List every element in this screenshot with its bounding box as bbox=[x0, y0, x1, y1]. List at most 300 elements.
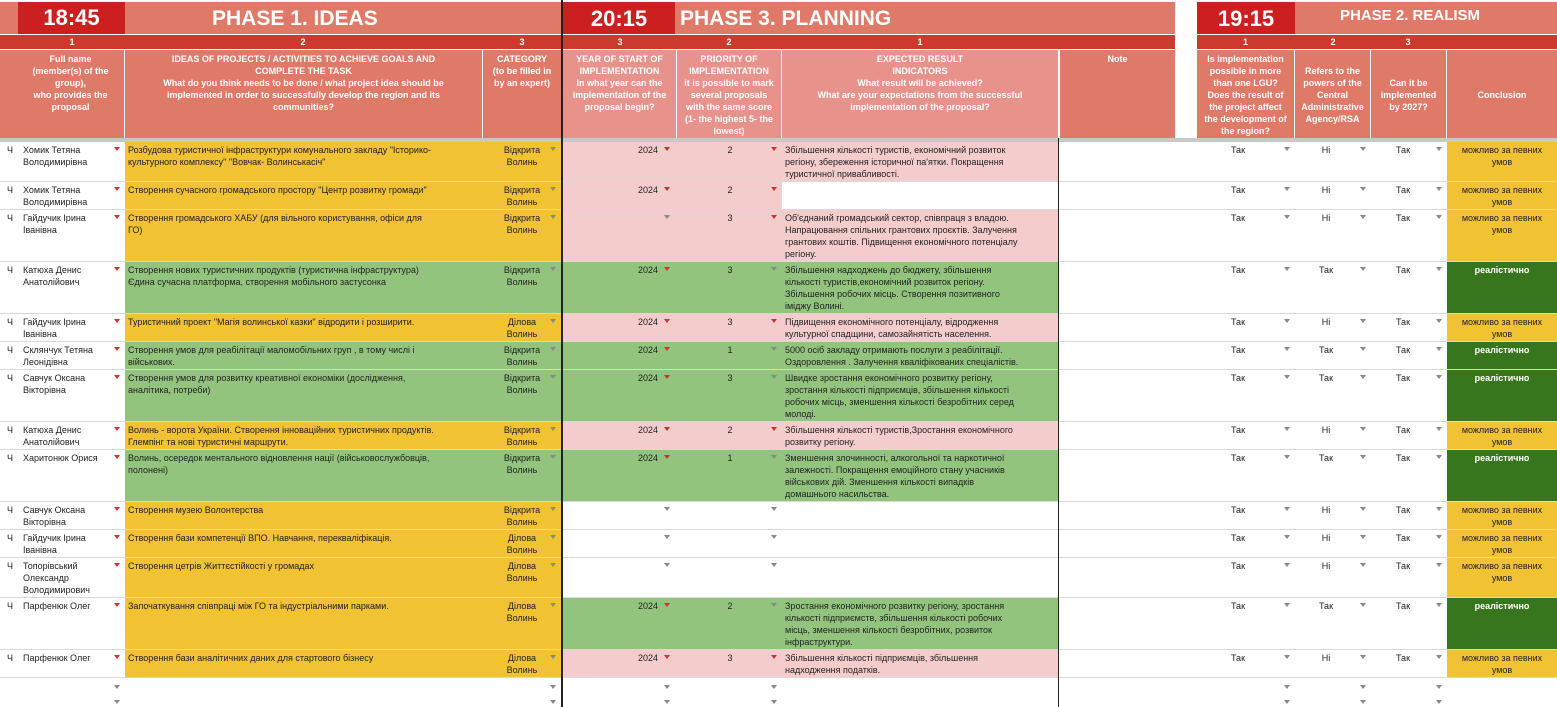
priority-cell[interactable]: 1 bbox=[678, 450, 782, 502]
result-cell[interactable]: Зменшення злочинності, алкогольної та наркотичної залежності. Покращення емоційного стану учасників військових дій. Зменшення кількості випадків домашнього насильства. bbox=[782, 450, 1058, 502]
q2-cell[interactable]: Ні bbox=[1296, 558, 1356, 598]
member-dropdown-arrow[interactable] bbox=[114, 655, 120, 659]
q1-cell[interactable]: Так bbox=[1197, 210, 1279, 262]
year-dropdown-arrow[interactable] bbox=[664, 147, 670, 151]
year-dropdown-arrow[interactable] bbox=[664, 319, 670, 323]
q3-dropdown-arrow[interactable] bbox=[1436, 375, 1442, 379]
q1-cell[interactable]: Так bbox=[1197, 182, 1279, 210]
category-dropdown-arrow[interactable] bbox=[550, 563, 556, 567]
empty-row-dropdown-arrow[interactable] bbox=[1284, 685, 1290, 689]
year-cell[interactable]: 2024 bbox=[563, 650, 678, 678]
year-cell[interactable]: 2024 bbox=[563, 314, 678, 342]
member-dropdown-arrow[interactable] bbox=[114, 319, 120, 323]
colnum-result: 1 bbox=[917, 37, 923, 47]
row-gridline bbox=[0, 677, 1557, 678]
row-prefix: Ч bbox=[0, 182, 20, 210]
empty-row-dropdown-arrow[interactable] bbox=[550, 685, 556, 689]
colnum-name: 1 bbox=[69, 37, 75, 47]
q3-dropdown-arrow[interactable] bbox=[1436, 655, 1442, 659]
member-dropdown-arrow[interactable] bbox=[114, 215, 120, 219]
priority-cell[interactable]: 2 bbox=[678, 142, 782, 182]
member-dropdown-arrow[interactable] bbox=[114, 147, 120, 151]
category-dropdown-arrow[interactable] bbox=[550, 455, 556, 459]
member-name-cell[interactable]: Гайдучик Ірина Іванівна bbox=[20, 530, 125, 558]
q2-dropdown-arrow[interactable] bbox=[1360, 187, 1366, 191]
member-name-cell[interactable]: Склянчук Тетяна Леонідівна bbox=[20, 342, 125, 370]
section-gap bbox=[1176, 0, 1196, 138]
priority-dropdown-arrow[interactable] bbox=[771, 215, 777, 219]
q2-dropdown-arrow[interactable] bbox=[1360, 319, 1366, 323]
q2-cell[interactable]: Ні bbox=[1296, 142, 1356, 182]
q2-cell[interactable]: Ні bbox=[1296, 530, 1356, 558]
header-q1: Is implementation possible in more than one LGU? Does the result of the project affect the development of the region? bbox=[1197, 50, 1294, 138]
category-dropdown-arrow[interactable] bbox=[550, 535, 556, 539]
year-dropdown-arrow[interactable] bbox=[664, 347, 670, 351]
q3-cell[interactable]: Так bbox=[1370, 182, 1436, 210]
conclusion-cell: можливо за певних умов bbox=[1447, 182, 1557, 210]
q1-dropdown-arrow[interactable] bbox=[1284, 319, 1290, 323]
empty-row-dropdown-arrow[interactable] bbox=[1360, 700, 1366, 704]
q1-cell[interactable]: Так bbox=[1197, 650, 1279, 678]
q1-cell[interactable]: Так bbox=[1197, 450, 1279, 502]
q1-dropdown-arrow[interactable] bbox=[1284, 267, 1290, 271]
q3-dropdown-arrow[interactable] bbox=[1436, 347, 1442, 351]
result-cell[interactable]: Збільшення кількості туристів, економічний розвиток регіону, збереження історичної па'ятки. Покращення туристичної привабливості. bbox=[782, 142, 1058, 182]
header-conclusion: Conclusion bbox=[1447, 50, 1557, 138]
q1-dropdown-arrow[interactable] bbox=[1284, 655, 1290, 659]
member-name-cell[interactable]: Савчук Оксана Вікторівна bbox=[20, 370, 125, 422]
q3-cell[interactable]: Так bbox=[1370, 530, 1436, 558]
priority-dropdown-arrow[interactable] bbox=[771, 655, 777, 659]
empty-row-dropdown-arrow[interactable] bbox=[1436, 685, 1442, 689]
member-dropdown-arrow[interactable] bbox=[114, 603, 120, 607]
result-cell[interactable]: Збільшення кількості підприємців, збільшення надходження податків. bbox=[782, 650, 1058, 678]
result-cell[interactable]: Підвищення економічного потенціалу, відродження культурної спадщини, самозайнятість населення. bbox=[782, 314, 1058, 342]
priority-dropdown-arrow[interactable] bbox=[771, 267, 777, 271]
q3-dropdown-arrow[interactable] bbox=[1436, 507, 1442, 511]
row-prefix: Ч bbox=[0, 314, 20, 342]
priority-dropdown-arrow[interactable] bbox=[771, 375, 777, 379]
category-cell[interactable]: Відкрита Волинь bbox=[483, 422, 561, 450]
q2-dropdown-arrow[interactable] bbox=[1360, 655, 1366, 659]
conclusion-cell: можливо за певних умов bbox=[1447, 530, 1557, 558]
header-result: EXPECTED RESULT INDICATORS What result will be achieved? What are your expectations from the successful implementation of the proposal? bbox=[782, 50, 1058, 138]
phase1-timer: 18:45 bbox=[18, 2, 125, 34]
priority-cell[interactable]: 3 bbox=[678, 370, 782, 422]
year-dropdown-arrow[interactable] bbox=[664, 455, 670, 459]
row-prefix: Ч bbox=[0, 342, 20, 370]
member-name-cell[interactable]: Хомик Тетяна Володимирівна bbox=[20, 142, 125, 182]
member-dropdown-arrow[interactable] bbox=[114, 535, 120, 539]
q3-cell[interactable]: Так bbox=[1370, 598, 1436, 650]
colnum-ideas: 2 bbox=[300, 37, 306, 47]
category-cell[interactable]: Ділова Волинь bbox=[483, 530, 561, 558]
q3-cell[interactable]: Так bbox=[1370, 650, 1436, 678]
category-cell[interactable]: Ділова Волинь bbox=[483, 650, 561, 678]
phase2-title: PHASE 2. REALISM bbox=[1340, 7, 1481, 24]
q2-dropdown-arrow[interactable] bbox=[1360, 215, 1366, 219]
category-dropdown-arrow[interactable] bbox=[550, 215, 556, 219]
idea-cell[interactable]: Волинь - ворота України. Створення інноваційних туристичних продуктів. Глемпінг та нові туристичні маршрути. bbox=[125, 422, 483, 450]
idea-cell[interactable]: Створення бази аналітичних даних для стартового бізнесу bbox=[125, 650, 483, 678]
member-name-cell[interactable]: Гайдучик Ірина Іванівна bbox=[20, 314, 125, 342]
priority-dropdown-arrow[interactable] bbox=[771, 507, 777, 511]
q2-dropdown-arrow[interactable] bbox=[1360, 147, 1366, 151]
member-dropdown-arrow[interactable] bbox=[114, 507, 120, 511]
year-dropdown-arrow[interactable] bbox=[664, 267, 670, 271]
category-cell[interactable]: Відкрита Волинь bbox=[483, 502, 561, 530]
row-prefix: Ч bbox=[0, 262, 20, 314]
row-prefix: Ч bbox=[0, 598, 20, 650]
note-cell[interactable] bbox=[1060, 598, 1176, 650]
empty-row-dropdown-arrow[interactable] bbox=[664, 700, 670, 704]
result-cell[interactable]: Збільшення кількості туристів,Зростання економічного розвитку регіону. bbox=[782, 422, 1058, 450]
result-cell[interactable] bbox=[782, 558, 1058, 598]
header-category: CATEGORY (to be filled in by an expert) bbox=[483, 50, 561, 138]
idea-cell[interactable]: Створення музею Волонтерства bbox=[125, 502, 483, 530]
category-dropdown-arrow[interactable] bbox=[550, 347, 556, 351]
q3-dropdown-arrow[interactable] bbox=[1436, 147, 1442, 151]
note-cell[interactable] bbox=[1060, 262, 1176, 314]
q2-cell[interactable]: Так bbox=[1296, 450, 1356, 502]
header-name: Full name (member(s) of the group), who provides the proposal bbox=[0, 50, 124, 138]
year-cell[interactable]: 2024 bbox=[563, 422, 678, 450]
empty-row-dropdown-arrow[interactable] bbox=[1436, 700, 1442, 704]
year-cell[interactable]: 2024 bbox=[563, 598, 678, 650]
q2-cell[interactable]: Ні bbox=[1296, 650, 1356, 678]
category-dropdown-arrow[interactable] bbox=[550, 603, 556, 607]
q3-cell[interactable]: Так bbox=[1370, 502, 1436, 530]
q2-dropdown-arrow[interactable] bbox=[1360, 267, 1366, 271]
row-prefix: Ч bbox=[0, 450, 20, 502]
q1-dropdown-arrow[interactable] bbox=[1284, 563, 1290, 567]
row-prefix: Ч bbox=[0, 502, 20, 530]
member-name-cell[interactable]: Хомик Тетяна Володимирівна bbox=[20, 182, 125, 210]
category-cell[interactable]: Відкрита Волинь bbox=[483, 142, 561, 182]
q2-cell[interactable]: Так bbox=[1296, 370, 1356, 422]
note-cell[interactable] bbox=[1060, 210, 1176, 262]
member-name-cell[interactable]: Гайдучик Ірина Іванівна bbox=[20, 210, 125, 262]
priority-dropdown-arrow[interactable] bbox=[771, 187, 777, 191]
year-cell[interactable] bbox=[563, 502, 678, 530]
q3-dropdown-arrow[interactable] bbox=[1436, 319, 1442, 323]
q3-dropdown-arrow[interactable] bbox=[1436, 187, 1442, 191]
colnum-year: 3 bbox=[617, 37, 623, 47]
empty-row-dropdown-arrow[interactable] bbox=[664, 685, 670, 689]
empty-row-dropdown-arrow[interactable] bbox=[114, 685, 120, 689]
note-cell[interactable] bbox=[1060, 558, 1176, 598]
priority-cell[interactable]: 3 bbox=[678, 210, 782, 262]
member-name-cell[interactable]: Катюха Денис Анатолійович bbox=[20, 262, 125, 314]
q1-cell[interactable]: Так bbox=[1197, 598, 1279, 650]
idea-cell[interactable]: Створення нових туристичних продуктів (туристична інфраструктура) Єдина сучасна платформа, створення мобільного застусонка bbox=[125, 262, 483, 314]
q2-cell[interactable]: Ні bbox=[1296, 210, 1356, 262]
idea-cell[interactable]: Волинь, осередок ментального відновлення нації (військовослужбовців, полонені) bbox=[125, 450, 483, 502]
q1-cell[interactable]: Так bbox=[1197, 342, 1279, 370]
result-cell[interactable]: Збільшення надходжень до бюджету, збільшення кількості туристів,економічний розвиток регіону. Збільшення робочих місць. Створення позитивного іміджу Волині. bbox=[782, 262, 1058, 314]
category-dropdown-arrow[interactable] bbox=[550, 319, 556, 323]
note-cell[interactable] bbox=[1060, 422, 1176, 450]
q2-cell[interactable]: Ні bbox=[1296, 182, 1356, 210]
q3-dropdown-arrow[interactable] bbox=[1436, 427, 1442, 431]
q3-cell[interactable]: Так bbox=[1370, 314, 1436, 342]
year-cell[interactable]: 2024 bbox=[563, 342, 678, 370]
section-divider-2 bbox=[1058, 138, 1059, 707]
member-dropdown-arrow[interactable] bbox=[114, 187, 120, 191]
row-prefix: Ч bbox=[0, 558, 20, 598]
empty-row-dropdown-arrow[interactable] bbox=[771, 685, 777, 689]
q3-cell[interactable]: Так bbox=[1370, 142, 1436, 182]
priority-cell[interactable] bbox=[678, 502, 782, 530]
year-dropdown-arrow[interactable] bbox=[664, 535, 670, 539]
category-dropdown-arrow[interactable] bbox=[550, 187, 556, 191]
q2-dropdown-arrow[interactable] bbox=[1360, 603, 1366, 607]
empty-row-dropdown-arrow[interactable] bbox=[1284, 700, 1290, 704]
q2-cell[interactable]: Так bbox=[1296, 598, 1356, 650]
priority-cell[interactable]: 1 bbox=[678, 342, 782, 370]
year-dropdown-arrow[interactable] bbox=[664, 603, 670, 607]
note-cell[interactable] bbox=[1060, 342, 1176, 370]
header-q2: Refers to the powers of the Central Administrative Agency/RSA bbox=[1295, 50, 1370, 138]
year-cell[interactable] bbox=[563, 530, 678, 558]
conclusion-cell: можливо за певних умов bbox=[1447, 314, 1557, 342]
note-cell[interactable] bbox=[1060, 502, 1176, 530]
year-cell[interactable] bbox=[563, 210, 678, 262]
q2-cell[interactable]: Ні bbox=[1296, 314, 1356, 342]
member-dropdown-arrow[interactable] bbox=[114, 427, 120, 431]
row-prefix: Ч bbox=[0, 650, 20, 678]
year-cell[interactable]: 2024 bbox=[563, 182, 678, 210]
member-name-cell[interactable]: Савчук Оксана Вікторівна bbox=[20, 502, 125, 530]
q3-cell[interactable]: Так bbox=[1370, 422, 1436, 450]
note-cell[interactable] bbox=[1060, 142, 1176, 182]
q1-cell[interactable]: Так bbox=[1197, 262, 1279, 314]
q2-cell[interactable]: Так bbox=[1296, 342, 1356, 370]
member-name-cell[interactable]: Катюха Денис Анатолійович bbox=[20, 422, 125, 450]
row-prefix: Ч bbox=[0, 422, 20, 450]
q1-cell[interactable]: Так bbox=[1197, 370, 1279, 422]
row-prefix: Ч bbox=[0, 210, 20, 262]
q3-dropdown-arrow[interactable] bbox=[1436, 535, 1442, 539]
member-dropdown-arrow[interactable] bbox=[114, 563, 120, 567]
q1-dropdown-arrow[interactable] bbox=[1284, 375, 1290, 379]
conclusion-cell: реалістично bbox=[1447, 342, 1557, 370]
note-cell[interactable] bbox=[1060, 530, 1176, 558]
priority-dropdown-arrow[interactable] bbox=[771, 535, 777, 539]
member-name-cell[interactable]: Топорівський Олександр Володимирович bbox=[20, 558, 125, 598]
priority-dropdown-arrow[interactable] bbox=[771, 319, 777, 323]
result-cell[interactable]: Об'єднаний громадський сектор, співпраця з владою. Напрацювання спільних грантових проєктів. Залучення грантових коштів. Підвищення економічного потенціалу регіону. bbox=[782, 210, 1058, 262]
priority-dropdown-arrow[interactable] bbox=[771, 455, 777, 459]
q2-cell[interactable]: Ні bbox=[1296, 422, 1356, 450]
category-dropdown-arrow[interactable] bbox=[550, 375, 556, 379]
phase1-title: PHASE 1. IDEAS bbox=[212, 7, 378, 30]
priority-dropdown-arrow[interactable] bbox=[771, 147, 777, 151]
category-dropdown-arrow[interactable] bbox=[550, 267, 556, 271]
phase3-timer: 20:15 bbox=[563, 2, 675, 34]
member-name-cell[interactable]: Харитонюк Орися bbox=[20, 450, 125, 502]
q3-cell[interactable]: Так bbox=[1370, 342, 1436, 370]
q2-dropdown-arrow[interactable] bbox=[1360, 507, 1366, 511]
q3-dropdown-arrow[interactable] bbox=[1436, 455, 1442, 459]
q3-dropdown-arrow[interactable] bbox=[1436, 215, 1442, 219]
category-cell[interactable]: Відкрита Волинь bbox=[483, 342, 561, 370]
conclusion-cell: реалістично bbox=[1447, 370, 1557, 422]
category-cell[interactable]: Відкрита Волинь bbox=[483, 182, 561, 210]
header-priority: PRIORITY OF IMPLEMENTATION it is possible to mark several proposals with the same score (1- the highest 5- the lowest) bbox=[677, 50, 781, 138]
category-cell[interactable]: Ділова Волинь bbox=[483, 314, 561, 342]
q1-dropdown-arrow[interactable] bbox=[1284, 427, 1290, 431]
conclusion-cell: можливо за певних умов bbox=[1447, 502, 1557, 530]
empty-row-dropdown-arrow[interactable] bbox=[550, 700, 556, 704]
year-cell[interactable]: 2024 bbox=[563, 142, 678, 182]
year-cell[interactable]: 2024 bbox=[563, 450, 678, 502]
q2-cell[interactable]: Так bbox=[1296, 262, 1356, 314]
note-cell[interactable] bbox=[1060, 450, 1176, 502]
priority-dropdown-arrow[interactable] bbox=[771, 603, 777, 607]
member-name-cell[interactable]: Парфенюк Олег bbox=[20, 598, 125, 650]
q2-dropdown-arrow[interactable] bbox=[1360, 347, 1366, 351]
category-dropdown-arrow[interactable] bbox=[550, 147, 556, 151]
q1-cell[interactable]: Так bbox=[1197, 422, 1279, 450]
priority-cell[interactable]: 2 bbox=[678, 182, 782, 210]
conclusion-cell: можливо за певних умов bbox=[1447, 558, 1557, 598]
idea-cell[interactable]: Створення бази компетенції ВПО. Навчання, перекваліфікація. bbox=[125, 530, 483, 558]
member-dropdown-arrow[interactable] bbox=[114, 455, 120, 459]
conclusion-cell: реалістично bbox=[1447, 450, 1557, 502]
q3-cell[interactable]: Так bbox=[1370, 370, 1436, 422]
category-cell[interactable]: Ділова Волинь bbox=[483, 558, 561, 598]
q1-dropdown-arrow[interactable] bbox=[1284, 187, 1290, 191]
result-cell[interactable] bbox=[782, 502, 1058, 530]
year-cell[interactable]: 2024 bbox=[563, 370, 678, 422]
header-q3: Can it be implemented by 2027? bbox=[1371, 50, 1446, 138]
q1-cell[interactable]: Так bbox=[1197, 142, 1279, 182]
q3-cell[interactable]: Так bbox=[1370, 450, 1436, 502]
member-name-cell[interactable]: Парфенюк Олег bbox=[20, 650, 125, 678]
year-cell[interactable]: 2024 bbox=[563, 262, 678, 314]
q3-cell[interactable]: Так bbox=[1370, 210, 1436, 262]
member-dropdown-arrow[interactable] bbox=[114, 267, 120, 271]
year-dropdown-arrow[interactable] bbox=[664, 375, 670, 379]
note-cell[interactable] bbox=[1060, 182, 1176, 210]
idea-cell[interactable]: Створення цетрів Життєстійкості у громадах bbox=[125, 558, 483, 598]
priority-cell[interactable]: 3 bbox=[678, 314, 782, 342]
q3-dropdown-arrow[interactable] bbox=[1436, 563, 1442, 567]
year-dropdown-arrow[interactable] bbox=[664, 427, 670, 431]
empty-row-dropdown-arrow[interactable] bbox=[114, 700, 120, 704]
category-cell[interactable]: Відкрита Волинь bbox=[483, 210, 561, 262]
header-year: YEAR OF START OF IMPLEMENTATION In what year can the implementation of the proposal begin? bbox=[563, 50, 676, 138]
year-dropdown-arrow[interactable] bbox=[664, 655, 670, 659]
conclusion-cell: можливо за певних умов bbox=[1447, 422, 1557, 450]
q1-cell[interactable]: Так bbox=[1197, 558, 1279, 598]
q2-dropdown-arrow[interactable] bbox=[1360, 563, 1366, 567]
q1-dropdown-arrow[interactable] bbox=[1284, 147, 1290, 151]
result-cell[interactable]: 5000 осіб закладу отримають послуги з реабілітації. Оздоровлення . Залучення кваліфікованих спеціалістів. bbox=[782, 342, 1058, 370]
q1-dropdown-arrow[interactable] bbox=[1284, 603, 1290, 607]
idea-cell[interactable]: Створення сучасного громадського простору "Центр розвитку громади" bbox=[125, 182, 483, 210]
note-cell[interactable] bbox=[1060, 314, 1176, 342]
q1-dropdown-arrow[interactable] bbox=[1284, 455, 1290, 459]
q3-cell[interactable]: Так bbox=[1370, 262, 1436, 314]
phase2-timer: 19:15 bbox=[1197, 2, 1295, 34]
q1-cell[interactable]: Так bbox=[1197, 530, 1279, 558]
idea-cell[interactable]: Туристичний проект "Магія волинської казки" відродити і розширити. bbox=[125, 314, 483, 342]
idea-cell[interactable]: Розбудова туристичної інфраструктури комунального закладу "Історико- культурного комплексу" "Вовчак- Волинськасіч" bbox=[125, 142, 483, 182]
priority-cell[interactable]: 3 bbox=[678, 262, 782, 314]
colnum-category: 3 bbox=[519, 37, 525, 47]
q3-dropdown-arrow[interactable] bbox=[1436, 267, 1442, 271]
q2-dropdown-arrow[interactable] bbox=[1360, 375, 1366, 379]
priority-dropdown-arrow[interactable] bbox=[771, 563, 777, 567]
priority-dropdown-arrow[interactable] bbox=[771, 347, 777, 351]
category-cell[interactable]: Відкрита Волинь bbox=[483, 450, 561, 502]
priority-cell[interactable]: 2 bbox=[678, 422, 782, 450]
q3-dropdown-arrow[interactable] bbox=[1436, 603, 1442, 607]
idea-cell[interactable]: Створення умов для розвитку креативної економіки (дослідження, аналітика, потреби) bbox=[125, 370, 483, 422]
result-cell[interactable] bbox=[782, 530, 1058, 558]
empty-row-dropdown-arrow[interactable] bbox=[1360, 685, 1366, 689]
priority-cell[interactable]: 3 bbox=[678, 650, 782, 678]
category-dropdown-arrow[interactable] bbox=[550, 507, 556, 511]
colnum-priority: 2 bbox=[726, 37, 732, 47]
category-dropdown-arrow[interactable] bbox=[550, 655, 556, 659]
year-dropdown-arrow[interactable] bbox=[664, 507, 670, 511]
q1-dropdown-arrow[interactable] bbox=[1284, 507, 1290, 511]
member-dropdown-arrow[interactable] bbox=[114, 347, 120, 351]
idea-cell[interactable]: Створення громадського ХАБУ (для вільного користування, офіси для ГО) bbox=[125, 210, 483, 262]
conclusion-cell: можливо за певних умов bbox=[1447, 650, 1557, 678]
year-dropdown-arrow[interactable] bbox=[664, 215, 670, 219]
idea-cell[interactable]: Започаткування співпраці між ГО та індустріальними парками. bbox=[125, 598, 483, 650]
idea-cell[interactable]: Створення умов для реабілітації маломобільних груп , в тому числі і військових. bbox=[125, 342, 483, 370]
conclusion-cell: реалістично bbox=[1447, 262, 1557, 314]
year-cell[interactable] bbox=[563, 558, 678, 598]
priority-cell[interactable] bbox=[678, 530, 782, 558]
note-cell[interactable] bbox=[1060, 650, 1176, 678]
q1-dropdown-arrow[interactable] bbox=[1284, 215, 1290, 219]
q2-dropdown-arrow[interactable] bbox=[1360, 455, 1366, 459]
colnum-q3: 3 bbox=[1405, 37, 1411, 47]
year-dropdown-arrow[interactable] bbox=[664, 563, 670, 567]
colnum-q2: 2 bbox=[1330, 37, 1336, 47]
q1-cell[interactable]: Так bbox=[1197, 502, 1279, 530]
q1-cell[interactable]: Так bbox=[1197, 314, 1279, 342]
member-dropdown-arrow[interactable] bbox=[114, 375, 120, 379]
category-dropdown-arrow[interactable] bbox=[550, 427, 556, 431]
category-cell[interactable]: Ділова Волинь bbox=[483, 598, 561, 650]
q1-dropdown-arrow[interactable] bbox=[1284, 347, 1290, 351]
priority-dropdown-arrow[interactable] bbox=[771, 427, 777, 431]
note-cell[interactable] bbox=[1060, 370, 1176, 422]
q2-dropdown-arrow[interactable] bbox=[1360, 427, 1366, 431]
priority-cell[interactable] bbox=[678, 558, 782, 598]
header-note: Note bbox=[1060, 50, 1175, 138]
empty-row-dropdown-arrow[interactable] bbox=[771, 700, 777, 704]
category-cell[interactable]: Відкрита Волинь bbox=[483, 370, 561, 422]
year-dropdown-arrow[interactable] bbox=[664, 187, 670, 191]
result-cell[interactable]: Зростання економічного розвитку регіону, зростання кількості підприємств, збільшення кількості робочих місць, зменшення кількості безробітних, розвиток інфраструктури. bbox=[782, 598, 1058, 650]
category-cell[interactable]: Відкрита Волинь bbox=[483, 262, 561, 314]
q2-dropdown-arrow[interactable] bbox=[1360, 535, 1366, 539]
result-cell[interactable] bbox=[782, 182, 1058, 210]
q2-cell[interactable]: Ні bbox=[1296, 502, 1356, 530]
q3-cell[interactable]: Так bbox=[1370, 558, 1436, 598]
priority-cell[interactable]: 2 bbox=[678, 598, 782, 650]
q1-dropdown-arrow[interactable] bbox=[1284, 535, 1290, 539]
result-cell[interactable]: Швидке зростання економічного розвитку регіону, зростання кількості підприємців, збільшення кількості робочих місць, зменшення кількості безробітних серед молоді. bbox=[782, 370, 1058, 422]
